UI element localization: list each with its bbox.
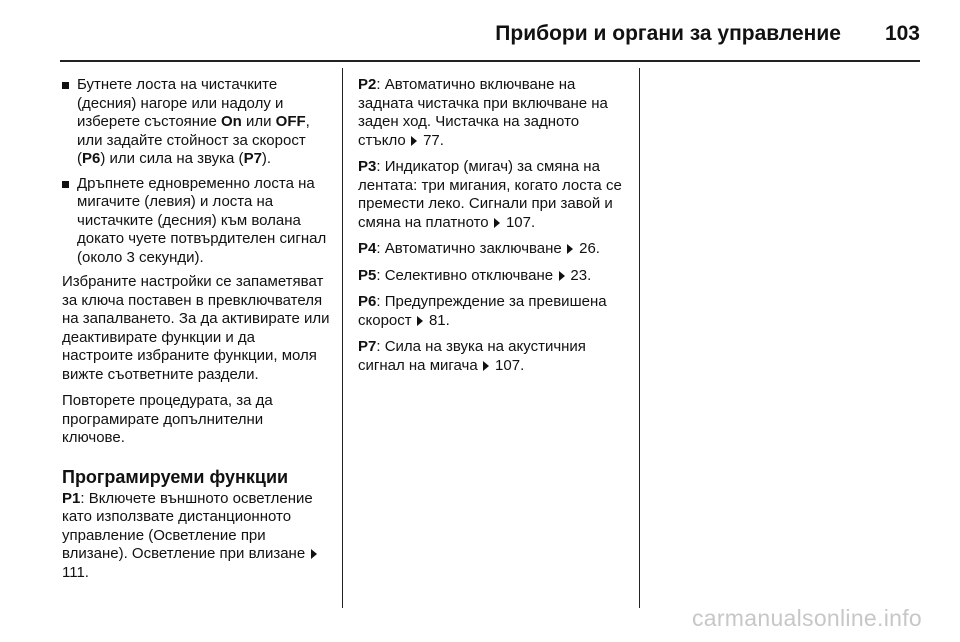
page-reference: 81. (428, 311, 450, 329)
function-item-p1: P1: Включете външното осветление като използвате дистанционното управление (Осветление при влизане). Осветление при влизане 111. (62, 490, 330, 583)
reference-arrow-icon (309, 545, 318, 564)
page-header (495, 14, 920, 54)
list-item: Дръпнете едновременно лоста на мигачите (левия) и лоста на чистачките (десния) към волана докато чуете потвърдителен сигнал (около 3 секунди). (62, 175, 330, 268)
function-item-p2: P2: Автоматично включване на задната чистачка при включване на заден ход. Чистачка на задното стъкло 77. (358, 76, 608, 149)
page-reference: 107. (495, 356, 525, 374)
reference-arrow-icon (410, 132, 419, 151)
column-divider-1 (342, 68, 343, 608)
column-divider-2 (639, 68, 640, 608)
header-rule (60, 60, 920, 62)
section-heading: Програмируеми функции (62, 466, 289, 487)
paragraph: Повторете процедурата, за да програмирате допълнителни ключове. (62, 392, 273, 446)
page-number: 103 (884, 22, 920, 45)
reference-arrow-icon (557, 267, 566, 286)
watermark: carmanualsonline.info (691, 605, 922, 631)
code-p6: P6 (82, 150, 101, 167)
function-item-p3: P3: Индикатор (мигач) за смяна на лентата: три мигания, когато лоста се премести леко. Сигнали при завой и смяна на платното 107. (358, 158, 622, 231)
page-reference: 111. (62, 563, 89, 581)
bullet-list (62, 76, 330, 267)
page-reference: 107. (505, 213, 536, 231)
reference-arrow-icon (416, 312, 425, 331)
page-reference: 77. (423, 131, 444, 149)
reference-arrow-icon (493, 214, 502, 233)
state-on: On (220, 113, 242, 130)
code-p7: P7 (243, 150, 262, 167)
column-middle (358, 76, 628, 383)
state-off: OFF (275, 113, 306, 130)
bullet-square-icon (62, 82, 69, 89)
reference-arrow-icon (482, 357, 491, 376)
page-reference: 26. (579, 240, 600, 257)
function-item-p7: P7: Сила на звука на акустичния сигнал на мигача 107. (358, 338, 586, 374)
paragraph: Избраните настройки се запаметяват за ключа поставен в превключвателя на запалването. За да активирате или деактивирате функции и да настроите избраните функции, моля вижте съответните раздели. (62, 273, 330, 383)
reference-arrow-icon (566, 240, 575, 259)
page-reference: 23. (570, 266, 592, 284)
function-item-p6: P6: Предупреждение за превишена скорост 81. (358, 293, 607, 329)
function-item-p5: P5: Селективно отключване 23. (358, 266, 592, 284)
list-item: Бутнете лоста на чистачките (десния) нагоре или надолу и изберете състояние On или OFF, или задайте стойност за скорост (P6) или сила на звука (P7). (62, 76, 330, 169)
function-item-p4: P4: Автоматично заключване 26. (358, 240, 600, 257)
bullet-square-icon (62, 181, 69, 188)
page-title: Прибори и органи за управление (495, 22, 841, 45)
column-left (62, 76, 330, 590)
